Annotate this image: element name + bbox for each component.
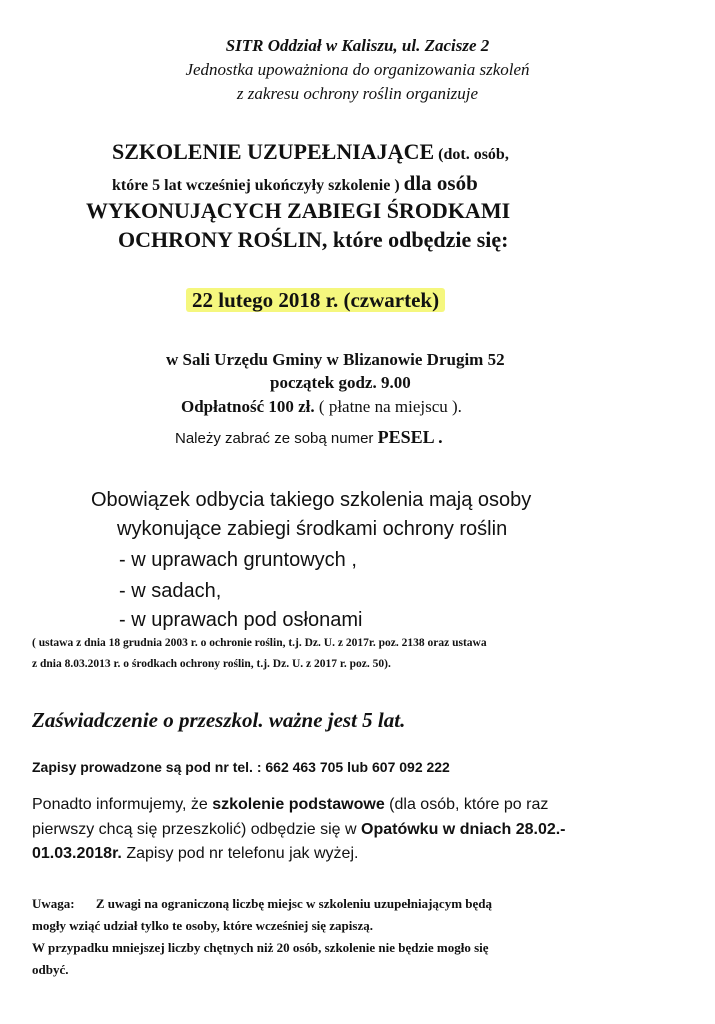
obligation-line-2: wykonujące zabiegi środkami ochrony roślin: [117, 518, 508, 540]
title-note-2: które 5 lat wcześniej ukończyły szkolenie ): [112, 177, 400, 194]
registration-phones: Zapisy prowadzone są pod nr tel. : 662 463 705 lub 607 092 222: [32, 759, 450, 775]
title-line-4: OCHRONY ROŚLIN, które odbędzie się:: [118, 227, 509, 252]
obligation-item-1: - w uprawach gruntowych ,: [119, 549, 357, 571]
obligation-line-1: Obowiązek odbycia takiego szkolenia mają osoby: [91, 489, 532, 511]
basic-training-place: Opatówku w dniach 28.02.-: [361, 821, 566, 838]
notice-text-1: Z uwagi na ograniczoną liczbę miejsc w szkoleniu uzupełniającym będą: [95, 896, 492, 911]
info-line-3: [32, 845, 358, 863]
title-part-1: SZKOLENIE UZUPEŁNIAJĄCE: [112, 139, 435, 164]
title-note-1: (dot. osób,: [438, 146, 509, 163]
event-location: w Sali Urzędu Gminy w Blizanowie Drugim 52: [166, 350, 505, 369]
basic-training-end-date: 01.03.2018r.: [32, 845, 122, 862]
notice-label: Uwaga:: [32, 896, 75, 911]
info-line-2-a: pierwszy chcą się przeszkolić) odbędzie się w: [32, 821, 362, 838]
event-date-highlight: [186, 288, 445, 313]
notice-line-3: W przypadku mniejszej liczby chętnych niż 20 osób, szkolenie nie będzie mogło się: [32, 940, 489, 955]
pesel-reminder: [175, 427, 443, 448]
obligation-item-3: - w uprawach pod osłonami: [119, 609, 363, 631]
pesel-text: Należy zabrać ze sobą numer: [175, 430, 378, 447]
title-line-3: WYKONUJĄCYCH ZABIEGI ŚRODKAMI: [86, 198, 511, 223]
event-fee-note: ( płatne na miejscu ).: [314, 397, 462, 416]
law-reference-2: z dnia 8.03.2013 r. o środkach ochrony roślin, t.j. Dz. U. z 2017 r. poz. 50).: [32, 658, 391, 670]
basic-training-label: szkolenie podstawowe: [212, 796, 385, 813]
event-fee-amount: Odpłatność 100 zł.: [181, 397, 315, 416]
obligation-item-2: - w sadach,: [119, 580, 222, 602]
info-line-3-b: Zapisy pod nr telefonu jak wyżej.: [121, 845, 359, 862]
info-line-1-a: Ponadto informujemy, że: [32, 796, 213, 813]
notice-line-2: mogły wziąć udział tylko te osoby, które wcześniej się zapiszą.: [32, 918, 373, 933]
pesel-word: PESEL .: [377, 427, 443, 447]
title-part-2: dla osób: [403, 171, 478, 195]
info-line-1: [32, 796, 548, 814]
event-fee: [181, 397, 462, 417]
title-line-1: [112, 139, 509, 165]
organizer-name: SITR Oddział w Kaliszu, ul. Zacisze 2: [225, 36, 490, 55]
certificate-validity: Zaświadczenie o przeszkol. ważne jest 5 lat.: [32, 708, 406, 732]
info-line-1-c: (dla osób, które po raz: [384, 796, 549, 813]
title-line-2: [112, 171, 478, 196]
event-start-time: początek godz. 9.00: [270, 373, 411, 392]
organizer-authorization: Jednostka upoważniona do organizowania szkoleń: [185, 60, 530, 79]
event-date: 22 lutego 2018 r. (czwartek): [186, 288, 445, 312]
organizer-scope: z zakresu ochrony roślin organizuje: [236, 84, 479, 103]
notice-line-4: odbyć.: [32, 962, 69, 977]
info-line-2: [32, 821, 566, 839]
law-reference-1: ( ustawa z dnia 18 grudnia 2003 r. o ochronie roślin, t.j. Dz. U. z 2017r. poz. 2138 oraz ustawa: [32, 637, 487, 649]
notice-line-1: [32, 896, 492, 912]
